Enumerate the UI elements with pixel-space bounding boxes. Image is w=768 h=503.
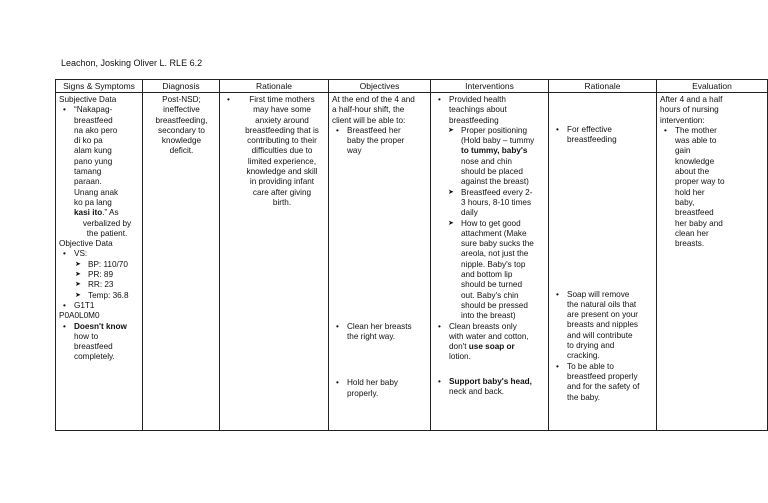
quote-line: paraan. — [74, 177, 102, 187]
intervention-positioning — [447, 126, 546, 188]
header-objectives: Objectives — [329, 80, 431, 93]
rationale2-line: breastfeed properly — [567, 371, 638, 381]
evaluation-line: gain — [675, 146, 691, 156]
clean-line: with water and cotton, — [449, 331, 529, 341]
evaluation-intro-line: After 4 and a half — [660, 95, 723, 104]
rationale-item — [223, 95, 326, 208]
quote-line: • “Nakapag- — [74, 105, 113, 115]
objective-line: way — [347, 146, 362, 156]
rationale-line: birth. — [272, 197, 292, 207]
gravida-label: • G1T1 — [74, 300, 95, 310]
intervention-support — [434, 377, 546, 398]
objective-line: baby the proper — [347, 136, 405, 146]
vital-bp: ➤ BP: 110/70 — [74, 260, 140, 270]
quote-emphasis: kasi ito — [74, 208, 103, 218]
knowledge-line: how to — [74, 331, 99, 341]
clean-line: • Clean breasts only — [449, 321, 517, 331]
vital-pr: ➤ PR: 89 — [74, 270, 140, 280]
header-rationale-2: Rationale — [549, 80, 657, 93]
knowledge-bold: • Doesn't know — [74, 321, 127, 331]
rationale-line: difficulties due to — [251, 146, 313, 156]
cell-evaluation — [657, 93, 768, 431]
care-plan-row — [56, 93, 768, 431]
support-bold: • Support baby's head, — [449, 376, 532, 386]
quote-line: Unang anak — [74, 187, 119, 197]
attachment-line: areola, not just the — [461, 249, 529, 259]
attachment-line: out. Baby's chin — [461, 290, 519, 300]
intervention-line: • Provided health — [449, 95, 506, 104]
rationale2-line: to drying and — [567, 341, 615, 351]
quote-line: na ako pero — [74, 125, 118, 135]
evaluation-line: proper way to — [675, 177, 725, 187]
objectives-intro-line: a half-hour shift, the — [332, 105, 405, 115]
evaluation-line: knowledge — [675, 156, 715, 166]
verbalized-line: the patient. — [86, 228, 128, 238]
positioning-line: should be placed — [461, 167, 523, 177]
objective-line: • Clean her breasts — [347, 321, 412, 331]
rationale2-line: • Soap will remove — [567, 289, 630, 299]
cell-diagnosis — [143, 93, 220, 431]
clean-dont: don't — [449, 342, 467, 352]
diagnosis-line: knowledge — [161, 136, 202, 146]
cell-rationale-2 — [549, 93, 657, 431]
objective-clean — [332, 322, 428, 343]
support-line: neck and back. — [449, 387, 505, 397]
header-evaluation: Evaluation — [657, 80, 768, 93]
rationale2-line: the baby. — [567, 392, 601, 402]
positioning-line: (Hold baby – tummy — [461, 136, 535, 146]
diagnosis-line: breastfeeding, — [155, 115, 208, 125]
attachment-line: attachment (Make — [461, 228, 527, 238]
rationale2-line: are present on your — [567, 310, 639, 320]
header-signs: Signs & Symptoms — [56, 80, 143, 93]
objective-hold — [332, 378, 428, 399]
cell-rationale — [220, 93, 329, 431]
clean-line: lotion. — [449, 352, 471, 362]
rationale-line: contributing to their — [247, 136, 317, 146]
rationale-line: limited experience, — [247, 156, 317, 166]
attachment-line: should be pressed — [461, 300, 528, 310]
diagnosis-line: deficit. — [169, 146, 194, 156]
positioning-line: ➤ Proper positioning — [461, 125, 527, 135]
quote-end: .” As — [102, 208, 119, 218]
vital-rr: ➤ RR: 23 — [74, 280, 140, 290]
vital-temp: ➤ Temp: 36.8 — [74, 291, 140, 301]
intervention-frequency — [447, 188, 546, 219]
evaluation-intro-line: intervention: — [660, 115, 705, 125]
intervention-line: teachings about — [449, 105, 507, 115]
quote-line — [74, 208, 140, 218]
quote-line: alam kung — [74, 146, 112, 156]
objective-line: • Hold her baby — [347, 378, 398, 388]
diagnosis-line: ineffective — [163, 105, 200, 115]
frequency-line: ➤ Breastfeed every 2- — [461, 187, 533, 197]
vitals-item — [59, 249, 140, 300]
quote-line: pano yung — [74, 156, 113, 166]
evaluation-line: hold her — [675, 187, 705, 197]
positioning-bold: to tummy, baby's — [461, 146, 528, 156]
clean-line — [449, 342, 546, 352]
objective-line: • Breastfeed her — [347, 125, 401, 135]
rationale2-line: • To be able to — [567, 361, 614, 371]
rationale-line: breastfeeding that is — [245, 125, 319, 135]
quote-line: tamang — [74, 167, 102, 177]
vs-label: • VS: — [74, 249, 88, 259]
header-row — [56, 80, 768, 93]
positioning-line: against the breast) — [461, 177, 529, 187]
diagnosis-line: Post-NSD; — [162, 95, 201, 104]
evaluation-line: • The mother — [675, 125, 717, 135]
evaluation-line: baby, — [675, 197, 695, 207]
intervention-attachment — [447, 219, 546, 322]
header-rationale: Rationale — [220, 80, 329, 93]
positioning-line: nose and chin — [461, 156, 512, 166]
rationale2-line: breastfeeding — [567, 135, 617, 145]
objectives-intro-line: client will be able to: — [332, 115, 406, 125]
knowledge-line: breastfeed — [74, 342, 113, 352]
evaluation-line: her baby and — [675, 218, 723, 228]
intervention-clean — [434, 322, 546, 363]
attachment-line: nipple. Baby's top — [461, 259, 526, 269]
rationale2-safety — [552, 362, 654, 403]
rationale-line: may have some — [253, 105, 311, 115]
knowledge-line: completely. — [74, 352, 115, 362]
clean-bold: use soap or — [466, 342, 515, 352]
rationale2-line: breasts and nipples — [567, 320, 639, 330]
rationale-line: care after giving — [252, 187, 312, 197]
quote-line: breastfeed — [74, 115, 113, 125]
knowledge-item — [59, 322, 140, 363]
care-plan-table — [55, 79, 768, 431]
attachment-line: ➤ How to get good — [461, 218, 521, 228]
cell-objectives — [329, 93, 431, 431]
header-interventions: Interventions — [431, 80, 549, 93]
evaluation-intro-line: hours of nursing — [660, 105, 719, 115]
objective-label: Objective Data — [59, 239, 113, 249]
diagnosis-line: secondary to — [158, 125, 205, 135]
rationale2-line: the natural oils that — [567, 299, 637, 309]
evaluation-item — [660, 126, 765, 250]
objective-line: the right way. — [347, 332, 396, 342]
rationale2-soap — [552, 290, 654, 362]
attachment-line: into the breast) — [461, 311, 516, 321]
attachment-line: and bottom lip — [461, 270, 513, 280]
cell-interventions — [431, 93, 549, 431]
attachment-line: should be turned — [461, 280, 522, 290]
rationale2-line: cracking. — [567, 351, 600, 361]
rationale2-line: and will contribute — [567, 330, 633, 340]
verbalized-line: verbalized by — [82, 218, 132, 228]
evaluation-line: was able to — [675, 136, 717, 146]
obstetric-item — [59, 301, 140, 311]
intervention-teaching — [434, 95, 546, 322]
quote-line: ko pa lang — [74, 197, 112, 207]
objective-breastfeed — [332, 126, 428, 157]
evaluation-line: about the — [675, 167, 710, 177]
author-line: Leachon, Josking Oliver L. RLE 6.2 — [61, 58, 203, 68]
subjective-quote — [59, 105, 140, 239]
objectives-intro-line: At the end of the 4 and — [332, 95, 415, 104]
evaluation-line: breasts. — [675, 239, 705, 249]
frequency-line: 3 hours, 8-10 times — [461, 197, 532, 207]
rationale-line: knowledge and skill — [246, 167, 318, 177]
evaluation-line: breastfeed — [675, 208, 714, 218]
intervention-line: breastfeeding — [449, 115, 499, 125]
rationale2-line: and for the safety of — [567, 382, 640, 392]
header-diagnosis: Diagnosis — [143, 80, 220, 93]
subjective-label: Subjective Data — [59, 95, 117, 104]
rationale-line: in providing infant — [249, 177, 315, 187]
rationale-line: anxiety around — [255, 115, 309, 125]
obstetric-detail: P0A0L0M0 — [59, 311, 100, 321]
objective-line: properly. — [347, 388, 379, 398]
quote-line: di ko pa — [74, 136, 103, 146]
cell-signs — [56, 93, 143, 431]
frequency-line: daily — [461, 208, 478, 218]
rationale-line: • First time mothers — [249, 95, 315, 104]
attachment-line: sure baby sucks the — [461, 239, 534, 249]
rationale2-effective — [552, 125, 654, 146]
rationale2-line: • For effective — [567, 125, 612, 134]
evaluation-line: clean her — [675, 228, 709, 238]
